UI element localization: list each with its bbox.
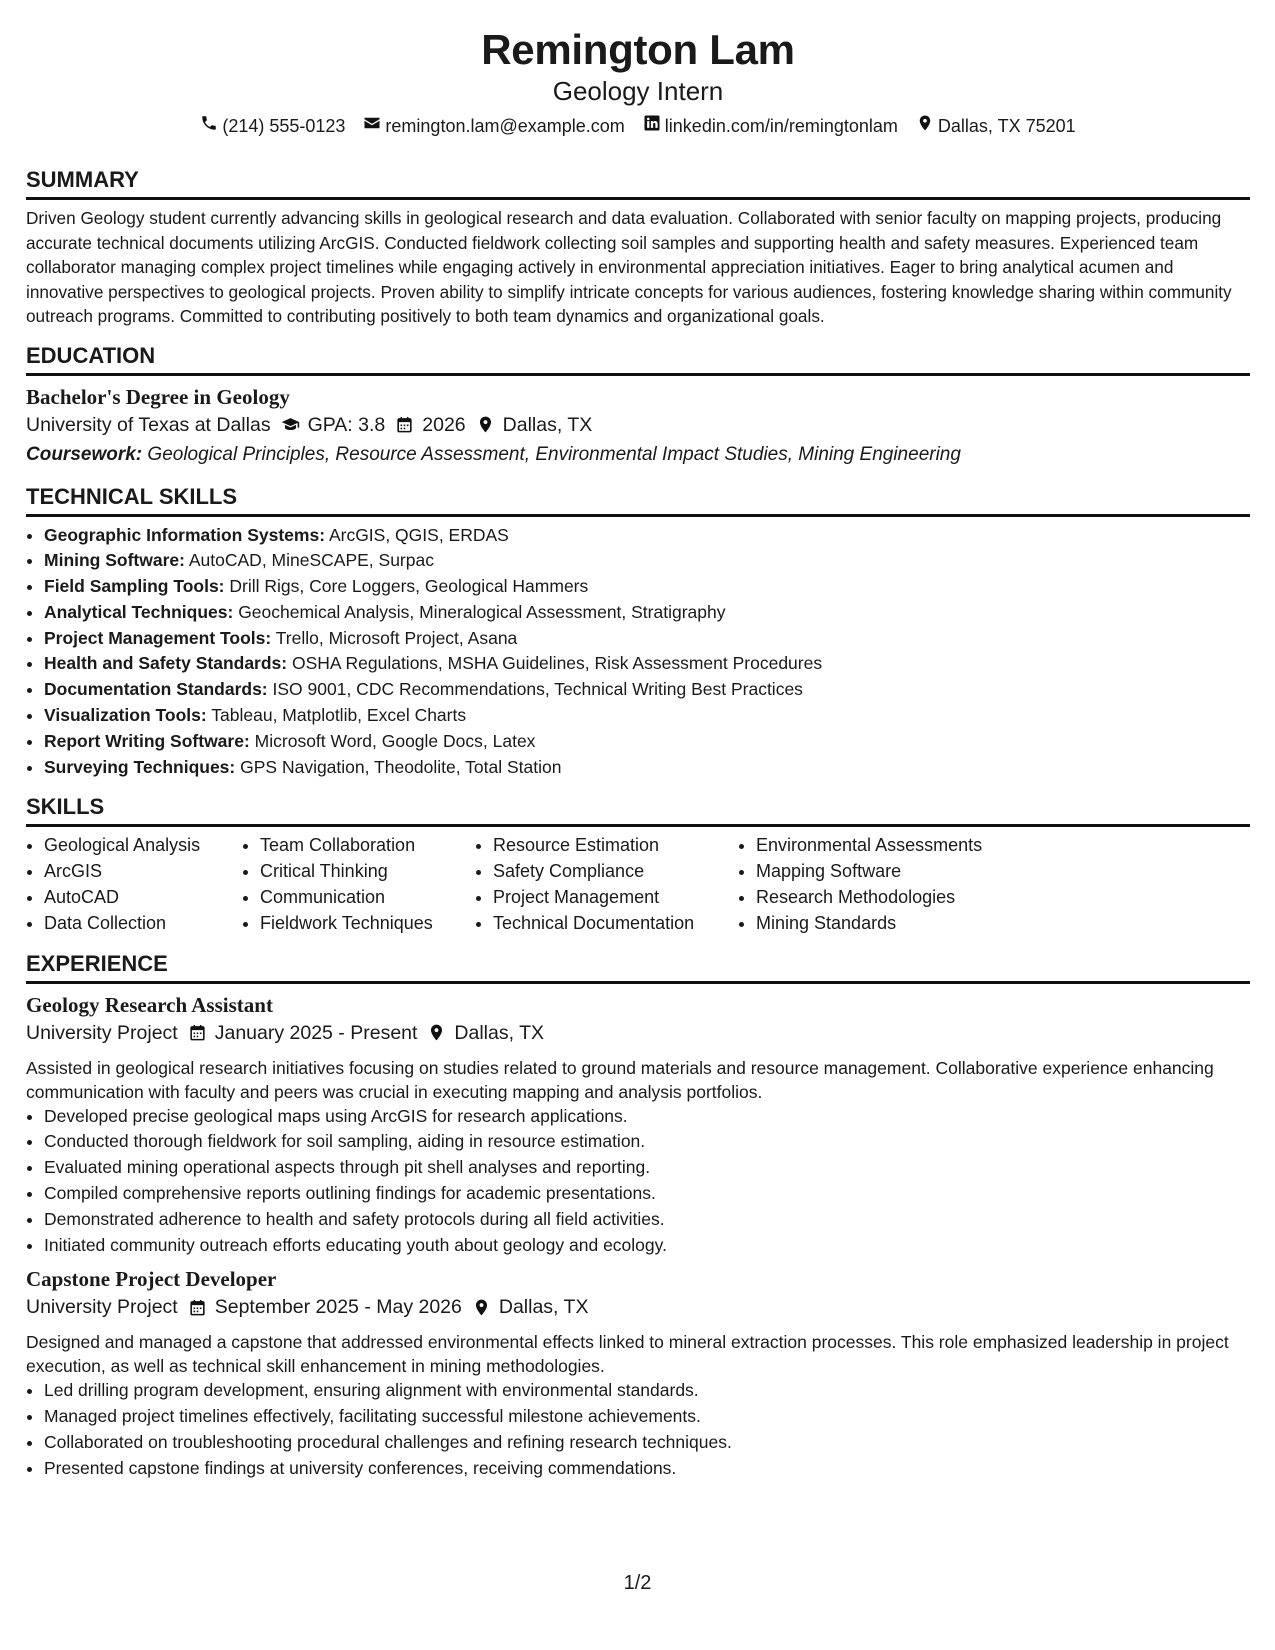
gpa-text: GPA: 3.8: [307, 413, 386, 436]
list-item: [44, 703, 1250, 729]
email-text: remington.lam@example.com: [385, 115, 625, 136]
job-title: Capstone Project Developer: [26, 1267, 277, 1292]
job-org: University Project: [26, 1296, 178, 1319]
list-item: • Managed project timelines effectively, facilitating successful milestone achievements.: [44, 1404, 1250, 1430]
list-item: • Data Collection: [44, 911, 242, 937]
skill-label: Health and Safety Standards:: [44, 653, 288, 674]
list-item: [44, 651, 1250, 677]
skill-value: Microsoft Word, Google Docs, Latex: [254, 730, 536, 751]
skills-column: [738, 833, 1056, 936]
graduation-year: 2026: [422, 413, 466, 436]
location-text: Dallas, TX 75201: [937, 115, 1076, 136]
map-pin-icon: [916, 114, 934, 137]
candidate-name: Remington Lam: [481, 26, 795, 73]
skill-value: ArcGIS, QGIS, ERDAS: [328, 524, 509, 545]
list-item: • Geological Analysis: [44, 833, 242, 859]
list-item: • Fieldwork Techniques: [260, 911, 475, 937]
phone-text: (214) 555-0123: [222, 115, 346, 136]
list-item: [44, 626, 1250, 652]
graduation-cap-icon: [281, 415, 300, 434]
skill-label: Visualization Tools:: [44, 705, 207, 726]
skill-value: GPS Navigation, Theodolite, Total Station: [240, 756, 562, 777]
list-item: [44, 755, 1250, 781]
education-heading: EDUCATION: [26, 343, 1250, 376]
list-item: • Demonstrated adherence to health and safety protocols during all field activities.: [44, 1207, 1250, 1233]
list-item: • Communication: [260, 885, 475, 911]
list-item: • Team Collaboration: [260, 833, 475, 859]
skills-heading: SKILLS: [26, 794, 1250, 827]
skill-value: ISO 9001, CDC Recommendations, Technical Writing Best Practices: [272, 679, 803, 700]
map-pin-icon: [427, 1023, 446, 1042]
linkedin-icon: [643, 114, 661, 137]
list-item: • Led drilling program development, ensuring alignment with environmental standards.: [44, 1378, 1250, 1404]
resume-header: [26, 24, 1250, 137]
skill-label: Project Management Tools:: [44, 627, 272, 648]
list-item: • Technical Documentation: [493, 911, 738, 937]
technical-skills-heading: TECHNICAL SKILLS: [26, 484, 1250, 517]
education-location: Dallas, TX: [502, 413, 593, 436]
job-meta: [26, 1292, 1250, 1322]
list-item: [44, 600, 1250, 626]
skill-value: Drill Rigs, Core Loggers, Geological Hammers: [229, 576, 589, 597]
skills-column: [475, 833, 738, 936]
skill-label: Documentation Standards:: [44, 679, 268, 700]
school-name: University of Texas at Dallas: [26, 413, 271, 436]
job-dates: September 2025 - May 2026: [214, 1296, 462, 1319]
job-entry: [26, 992, 1250, 1259]
contact-location: [916, 114, 1076, 137]
job-meta: [26, 1018, 1250, 1048]
list-item: • Evaluated mining operational aspects through pit shell analyses and reporting.: [44, 1155, 1250, 1181]
candidate-title: Geology Intern: [552, 76, 724, 106]
job-entry: [26, 1266, 1250, 1481]
list-item: • Project Management: [493, 885, 738, 911]
calendar-icon: [188, 1298, 207, 1317]
list-item: • Compiled comprehensive reports outlining findings for academic presentations.: [44, 1181, 1250, 1207]
skill-label: Mining Software:: [44, 550, 185, 571]
list-item: • Research Methodologies: [756, 885, 1056, 911]
list-item: • Presented capstone findings at university conferences, receiving commendations.: [44, 1456, 1250, 1482]
list-item: • Initiated community outreach efforts educating youth about geology and ecology.: [44, 1233, 1250, 1259]
list-item: [44, 729, 1250, 755]
list-item: [44, 548, 1250, 574]
contact-email[interactable]: [363, 114, 624, 137]
education-meta: [26, 410, 1250, 440]
skill-label: Report Writing Software:: [44, 730, 250, 751]
job-location: Dallas, TX: [454, 1021, 545, 1044]
phone-icon: [200, 114, 218, 137]
list-item: • Resource Estimation: [493, 833, 738, 859]
contact-bar: [26, 114, 1250, 137]
job-description: Designed and managed a capstone that addressed environmental effects linked to mineral extraction processes. This role emphasized leadership in project execution, as well as technical skill enhancement in mining methodologies.: [26, 1332, 1229, 1377]
skill-label: Surveying Techniques:: [44, 756, 236, 777]
map-pin-icon: [476, 415, 495, 434]
list-item: • Collaborated on troubleshooting procedural challenges and refining research techniques.: [44, 1430, 1250, 1456]
map-pin-icon: [472, 1298, 491, 1317]
list-item: [44, 574, 1250, 600]
job-description: Assisted in geological research initiatives focusing on studies related to ground materials and resource management. Collaborative experience enhancing communication with faculty and peers was crucial in executing mapping and analysis portfolios.: [26, 1057, 1214, 1102]
job-bullets: [26, 1104, 1250, 1259]
skills-column: [242, 833, 475, 936]
list-item: [44, 677, 1250, 703]
list-item: • Safety Compliance: [493, 859, 738, 885]
list-item: • Conducted thorough fieldwork for soil sampling, aiding in resource estimation.: [44, 1129, 1250, 1155]
page-number: 1/2: [623, 1572, 652, 1594]
skill-value: OSHA Regulations, MSHA Guidelines, Risk Assessment Procedures: [292, 653, 823, 674]
list-item: • ArcGIS: [44, 859, 242, 885]
list-item: • Developed precise geological maps using ArcGIS for research applications.: [44, 1104, 1250, 1130]
coursework-list: Geological Principles, Resource Assessment, Environmental Impact Studies, Mining Engineering: [147, 443, 961, 465]
list-item: • AutoCAD: [44, 885, 242, 911]
linkedin-text: linkedin.com/in/remingtonlam: [664, 115, 898, 136]
list-item: • Mapping Software: [756, 859, 1056, 885]
skills-grid: [26, 833, 1250, 936]
degree-title: Bachelor's Degree in Geology: [26, 384, 290, 409]
skill-label: Field Sampling Tools:: [44, 576, 225, 597]
job-location: Dallas, TX: [498, 1296, 589, 1319]
skill-value: Tableau, Matplotlib, Excel Charts: [211, 705, 467, 726]
skill-label: Geographic Information Systems:: [44, 524, 326, 545]
list-item: • Critical Thinking: [260, 859, 475, 885]
skill-label: Analytical Techniques:: [44, 601, 234, 622]
coursework-line: [26, 440, 1250, 470]
job-title: Geology Research Assistant: [26, 992, 273, 1017]
skill-value: AutoCAD, MineSCAPE, Surpac: [188, 550, 434, 571]
calendar-icon: [188, 1023, 207, 1042]
technical-skills-list: [26, 523, 1250, 781]
summary-heading: SUMMARY: [26, 167, 1250, 200]
job-org: University Project: [26, 1021, 178, 1044]
summary-text: Driven Geology student currently advancing skills in geological research and data evaluation. Collaborated with senior faculty on mapping projects, producing accurate technical documents utilizing ArcGIS. Conducted fieldwork collecting soil samples and supporting health and safety measures. Experienced team collaborator managing complex project timelines while engaging actively in environmental appreciation initiatives. Eager to bring analytical acumen and innovative perspectives to geological projects. Proven ability to simplify intricate concepts for various audiences, fostering knowledge sharing within community outreach programs. Committed to contributing positively to both team dynamics and organizational goals.: [26, 208, 1232, 326]
list-item: [44, 523, 1250, 549]
job-dates: January 2025 - Present: [214, 1021, 418, 1044]
skill-value: Trello, Microsoft Project, Asana: [275, 627, 518, 648]
list-item: • Mining Standards: [756, 911, 1056, 937]
coursework-label: Coursework:: [26, 443, 143, 465]
job-bullets: [26, 1378, 1250, 1481]
calendar-icon: [395, 415, 414, 434]
list-item: • Environmental Assessments: [756, 833, 1056, 859]
contact-linkedin[interactable]: [643, 114, 898, 137]
skill-value: Geochemical Analysis, Mineralogical Assessment, Stratigraphy: [238, 601, 726, 622]
envelope-icon: [363, 114, 381, 137]
resume-page: [26, 0, 1250, 1482]
skills-column: [26, 833, 242, 936]
contact-phone[interactable]: [200, 114, 345, 137]
experience-heading: EXPERIENCE: [26, 951, 1250, 984]
